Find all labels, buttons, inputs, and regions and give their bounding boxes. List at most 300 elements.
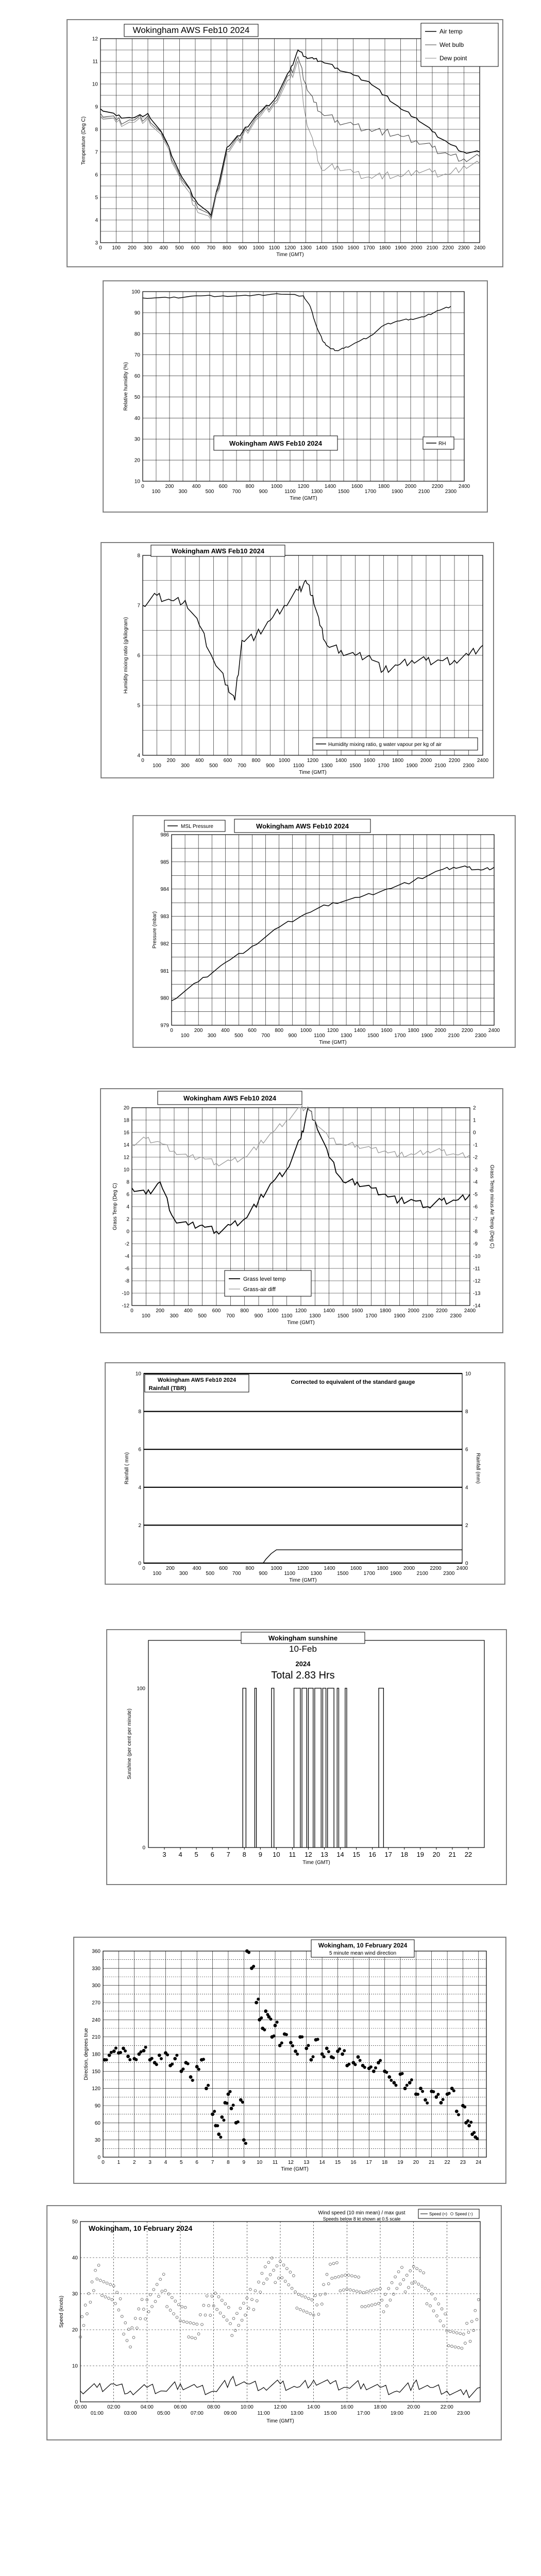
x-tick-label: 2300 [475,1033,487,1039]
y-axis-label: Speed (knots) [59,2295,64,2328]
y2-tick-label: -14 [473,1303,481,1309]
direction-point [175,2054,178,2057]
x-tick-label: 1100 [268,245,280,251]
y-tick-label: 30 [72,2291,78,2297]
x-axis-label: Time (GMT) [276,252,304,258]
x-tick-label: 900 [259,1571,268,1577]
direction-point [289,2041,293,2044]
x-tick-label: 0 [99,245,102,251]
x-tick-label: 1300 [310,1571,322,1577]
x-tick-label: 17 [366,2160,372,2165]
direction-point [166,2053,169,2056]
x-axis-label: Time (GMT) [287,1320,315,1326]
x-tick-label: 500 [175,245,184,251]
x-tick-label: 100 [153,1571,162,1577]
x-tick-label: 9 [242,2160,246,2165]
y2-tick-label: -3 [473,1167,478,1173]
x-tick-label: 17 [384,1851,392,1858]
y-tick-label: 4 [138,1485,141,1491]
x-tick-label: 22:00 [440,2404,453,2410]
x-tick-label: 03:00 [124,2411,137,2416]
x-tick-label: 1800 [408,1028,419,1033]
x-tick-label: 2000 [403,1566,415,1571]
x-tick-label: 100 [141,1313,150,1319]
x-tick-label: 1500 [337,1571,349,1577]
direction-point [401,2072,404,2075]
x-tick-label: 1900 [394,1313,405,1319]
y-tick-label: 10 [92,81,98,88]
x-axis-label: Time (GMT) [266,2418,294,2424]
x-tick-label: 12 [305,1851,312,1858]
x-tick-label: 19 [416,1851,425,1858]
temperature-plot [67,20,502,266]
y-tick-label: 20 [72,2327,78,2333]
x-tick-label: 08:00 [207,2404,221,2410]
x-tick-label: 4 [164,2160,167,2165]
direction-point [332,2056,335,2059]
x-tick-label: 800 [275,1028,284,1033]
y-tick-label: 150 [92,2069,100,2075]
direction-point [359,2059,362,2062]
x-tick-label: 18 [382,2160,388,2165]
y-tick-label: 12 [92,36,98,42]
x-axis-label: Time (GMT) [289,1578,317,1583]
direction-point [144,2046,147,2049]
x-tick-label: 24 [476,2160,482,2165]
direction-point [379,2059,382,2062]
direction-point [216,2124,219,2127]
y-tick-label: 8 [137,553,140,559]
chart-title: Wokingham AWS Feb10 2024 [183,1094,276,1102]
legend-label: Humidity mixing ratio, g water vapour per kg of air [328,742,442,748]
y-tick-label: -8 [125,1278,129,1284]
x-tick-label: 21:00 [424,2411,437,2416]
x-tick-label: 2300 [450,1313,462,1319]
x-tick-label: 1000 [300,1028,312,1033]
x-tick-label: 1600 [347,245,359,251]
direction-point [217,2132,221,2136]
direction-point [276,2021,279,2024]
x-tick-label: 600 [248,1028,257,1033]
y-tick-label: -2 [125,1241,129,1247]
direction-point [347,2063,350,2066]
direction-point [312,2055,315,2058]
x-tick-label: 200 [165,484,174,489]
direction-point [390,2079,393,2082]
wind-speed-plot [47,2206,501,2439]
x-tick-label: 23 [460,2160,466,2165]
x-tick-label: 500 [234,1033,243,1039]
direction-point [452,2089,455,2092]
x-tick-label: 300 [143,245,153,251]
direction-point [142,2049,146,2053]
x-tick-label: 7 [211,2160,214,2165]
x-tick-label: 1 [117,2160,121,2165]
x-tick-label: 14 [319,2160,325,2165]
x-tick-label: 400 [159,245,168,251]
y-tick-label: 982 [160,941,169,947]
y-tick-label: 330 [92,1965,100,1972]
direction-point [108,2054,111,2057]
y-axis-label: Grass Temp (Deg C) [112,1183,118,1230]
direction-point [269,2018,273,2021]
x-tick-label: 1300 [340,1033,352,1039]
x-tick-label: 1900 [421,1033,433,1039]
y2-tick-label: -9 [473,1241,478,1247]
x-tick-label: 1900 [390,1571,402,1577]
x-tick-label: 1900 [406,763,418,769]
x-tick-label: 800 [222,245,231,251]
x-tick-label: 3 [162,1851,166,1858]
x-tick-label: 1700 [394,1033,406,1039]
y-tick-label: 270 [92,2000,100,2006]
x-tick-label: 1700 [363,245,375,251]
x-tick-label: 2300 [445,489,457,495]
x-tick-label: 5 [180,2160,183,2165]
direction-point [273,2035,276,2038]
rainfall-plot [106,1363,504,1584]
direction-point [291,2044,294,2047]
direction-point [325,2046,329,2050]
direction-point [369,2065,373,2069]
direction-point [202,2058,205,2061]
direction-point [222,2119,225,2122]
x-tick-label: 1400 [324,484,336,489]
x-tick-label: 1200 [307,758,319,764]
x-tick-label: 13:00 [290,2411,303,2416]
mixing-ratio-chart [101,543,494,778]
y-tick-label: 90 [134,310,140,316]
x-tick-label: 900 [254,1313,263,1319]
direction-point [432,2090,435,2093]
chart-subtitle: Rainfall (TBR) [148,1385,187,1392]
y2-axis-label: Rainfall (mm) [475,1453,481,1484]
y-tick-label: 16 [123,1130,129,1136]
x-tick-label: 800 [245,1566,255,1571]
y2-tick-label: -13 [473,1291,481,1297]
y-tick-label: 70 [134,352,140,359]
x-tick-label: 11 [289,1851,296,1858]
x-tick-label: 300 [179,1571,188,1577]
direction-point [327,2050,330,2053]
y-tick-label: -12 [122,1303,129,1309]
x-tick-label: 1500 [337,1313,349,1319]
direction-point [426,2102,429,2105]
x-tick-label: 6 [195,2160,198,2165]
direction-point [205,2087,208,2090]
direction-point [232,2104,235,2107]
direction-point [280,2041,283,2044]
x-tick-label: 1000 [267,1308,279,1314]
x-tick-label: 500 [206,1571,215,1577]
x-tick-label: 09:00 [224,2411,237,2416]
direction-point [128,2058,131,2061]
x-tick-label: 11 [272,2160,278,2165]
direction-point [457,2113,460,2116]
x-tick-label: 19:00 [390,2411,403,2416]
y-axis-label: Relative humidity (%) [123,362,129,411]
x-tick-label: 2200 [431,484,444,489]
y-tick-label: 7 [95,149,98,156]
x-tick-label: 06:00 [174,2404,187,2410]
x-tick-label: 16:00 [340,2404,353,2410]
x-tick-label: 15:00 [324,2411,337,2416]
x-tick-label: 2200 [448,758,461,764]
direction-point [229,2090,232,2093]
y-tick-label: 985 [160,859,169,866]
x-tick-label: 2 [132,2160,136,2165]
chart-title: Wokingham AWS Feb10 2024 [256,822,349,830]
x-tick-label: 21 [429,2160,435,2165]
direction-point [191,2079,194,2082]
y-tick-label: 0 [97,2155,100,2161]
x-tick-label: 300 [170,1313,179,1319]
x-tick-label: 10 [257,2160,263,2165]
y-tick-label: 180 [92,2052,100,2058]
x-tick-label: 3 [148,2160,151,2165]
x-tick-label: 1200 [297,1566,309,1571]
direction-point [403,2087,407,2090]
y-tick-label: 20 [123,1105,129,1111]
y2-tick-label: 10 [465,1371,471,1377]
x-tick-label: 2000 [434,1028,446,1033]
x-tick-label: 18:00 [374,2404,387,2410]
y-tick-label: 8 [95,127,98,133]
x-tick-label: 22 [464,1851,472,1858]
y-tick-label: 983 [160,914,169,920]
x-tick-label: 200 [156,1308,165,1314]
x-tick-label: 600 [219,1566,228,1571]
direction-point [448,2092,451,2095]
y2-tick-label: 2 [465,1522,468,1529]
x-tick-label: 1800 [379,245,391,251]
x-tick-label: 2300 [443,1571,455,1577]
x-tick-label: 14:00 [307,2404,320,2410]
legend-label: Dew point [439,55,467,62]
direction-point [124,2049,127,2053]
x-tick-label: 22 [444,2160,450,2165]
x-tick-label: 1500 [331,245,344,251]
x-tick-label: 1400 [354,1028,366,1033]
direction-point [405,2084,409,2087]
x-tick-label: 100 [180,1033,190,1039]
direction-point [436,2093,439,2096]
direction-point [354,2063,357,2066]
x-tick-label: 100 [153,763,161,769]
y-tick-label: 30 [134,436,140,443]
x-tick-label: 2000 [411,245,422,251]
y-tick-label: 240 [92,2017,100,2023]
x-tick-label: 1100 [284,489,296,495]
x-tick-label: 1600 [351,1308,363,1314]
direction-point [247,1951,250,1954]
x-tick-label: 20 [413,2160,419,2165]
x-tick-label: 700 [261,1033,270,1039]
y-tick-label: 0 [142,1845,145,1851]
x-tick-label: 500 [205,489,214,495]
x-tick-label: 400 [192,1566,201,1571]
y2-tick-label: 4 [465,1485,468,1491]
direction-point [294,2049,297,2053]
x-tick-label: 1500 [337,489,350,495]
x-tick-label: 1800 [379,1308,392,1314]
y-tick-label: -4 [125,1253,129,1260]
x-tick-label: 500 [198,1313,207,1319]
x-axis-label: Time (GMT) [302,1860,330,1866]
direction-point [316,2038,319,2041]
x-tick-label: 1400 [324,1566,335,1571]
direction-point [134,2058,138,2061]
y-tick-label: 10 [134,479,140,485]
x-tick-label: 19 [397,2160,403,2165]
plot-area [144,1374,462,1563]
x-tick-label: 8 [242,1851,246,1858]
x-tick-label: 2100 [426,245,438,251]
x-tick-label: 18 [400,1851,408,1858]
x-tick-label: 900 [266,763,275,769]
y-tick-label: 11 [92,59,98,65]
chart-year: 2024 [295,1660,311,1668]
x-axis-label: Time (GMT) [319,1040,347,1045]
x-tick-label: 1700 [364,489,377,495]
direction-point [372,2070,376,2073]
y-tick-label: 20 [134,457,140,464]
direction-point [173,2057,177,2060]
x-tick-label: 0 [170,1028,173,1033]
y-axis-label: Humidity mixing ratio (g/kilogram) [123,617,129,694]
x-tick-label: 2200 [442,245,454,251]
chart-title: Wokingham AWS Feb10 2024 [157,1377,236,1383]
y-tick-label: 360 [92,1948,100,1955]
y-tick-label: 2 [126,1216,129,1223]
direction-point [114,2046,117,2049]
y-tick-label: 979 [160,1023,169,1029]
x-tick-label: 8 [227,2160,230,2165]
y-tick-label: 0 [126,1229,129,1235]
chart-title: Wokingham, 10 February 2024 [89,2224,193,2232]
direction-point [105,2058,108,2061]
y-tick-label: 10 [72,2363,78,2369]
x-tick-label: 2100 [448,1033,460,1039]
humidity-plot [104,281,487,512]
x-tick-label: 1100 [281,1313,293,1319]
y-tick-label: 8 [126,1179,129,1185]
direction-point [263,2028,266,2031]
x-tick-label: 200 [166,1566,175,1571]
pressure-plot [133,816,515,1047]
y-tick-label: 4 [126,1204,129,1210]
x-tick-label: 1900 [391,489,403,495]
x-tick-label: 2200 [436,1308,448,1314]
direction-point [155,2063,158,2066]
x-tick-label: 2400 [474,245,486,251]
direction-point [285,2033,288,2036]
x-tick-label: 1500 [367,1033,379,1039]
x-tick-label: 1600 [351,484,363,489]
y-tick-label: 5 [137,703,140,709]
y-tick-label: 50 [72,2219,78,2225]
y2-tick-label: 0 [473,1130,476,1136]
direction-point [466,2120,469,2123]
x-tick-label: 05:00 [157,2411,171,2416]
y-tick-label: 90 [94,2103,100,2109]
x-tick-label: 1300 [309,1313,321,1319]
x-tick-label: 900 [238,245,247,251]
x-tick-label: 800 [245,484,255,489]
direction-point [309,2058,313,2062]
x-tick-label: 1300 [321,763,333,769]
direction-point [158,2054,161,2057]
x-tick-label: 1000 [278,758,291,764]
x-tick-label: 600 [191,245,200,251]
legend-label: Grass-air diff [243,1286,276,1293]
x-tick-label: 12:00 [274,2404,287,2410]
x-tick-label: 400 [221,1028,230,1033]
y-tick-label: 5 [95,195,98,201]
direction-point [434,2095,438,2099]
x-tick-label: 0 [141,758,144,764]
chart-date: 10-Feb [289,1644,317,1654]
y-tick-label: 4 [137,753,140,759]
direction-point [387,2075,391,2079]
wind-direction-chart [74,1937,506,2183]
y-tick-label: 2 [138,1522,141,1529]
x-tick-label: 15 [352,1851,360,1858]
wind-speed-chart [47,2206,501,2440]
x-tick-label: 2000 [404,484,417,489]
legend-label: RH [438,441,446,447]
x-tick-label: 0 [102,2160,105,2165]
direction-point [385,2071,388,2074]
x-tick-label: 700 [226,1313,235,1319]
x-tick-label: 1500 [349,763,361,769]
x-tick-label: 800 [251,758,261,764]
y2-tick-label: -7 [473,1216,478,1223]
x-tick-label: 07:00 [190,2411,204,2416]
x-tick-label: 800 [240,1308,249,1314]
x-tick-label: 1900 [395,245,407,251]
x-tick-label: 200 [127,245,137,251]
x-tick-label: 15 [334,2160,341,2165]
direction-point [274,2024,277,2027]
x-tick-label: 600 [223,758,232,764]
x-tick-label: 1300 [300,245,312,251]
rainfall-chart [105,1363,505,1584]
y2-tick-label: -6 [473,1204,478,1210]
y-tick-label: 981 [160,968,169,974]
direction-point [394,2083,397,2087]
x-tick-label: 1200 [297,484,310,489]
y-tick-label: 6 [95,172,98,178]
direction-point [341,2053,344,2056]
direction-point [416,2093,419,2096]
y-tick-label: 14 [123,1142,129,1148]
x-tick-label: 300 [181,763,190,769]
direction-point [219,2136,222,2139]
mixing-ratio-plot [102,543,493,777]
x-axis-label: Time (GMT) [299,770,327,775]
direction-point [300,2036,303,2039]
x-tick-label: 0 [142,1566,145,1571]
legend-label: Speed (≈) [429,2212,448,2216]
y2-tick-label: 2 [473,1105,476,1111]
y-tick-label: 984 [160,887,169,893]
direction-point [305,2046,308,2050]
x-tick-label: 500 [209,763,218,769]
direction-point [323,2055,326,2058]
x-tick-label: 100 [151,489,161,495]
x-tick-label: 1400 [316,245,328,251]
